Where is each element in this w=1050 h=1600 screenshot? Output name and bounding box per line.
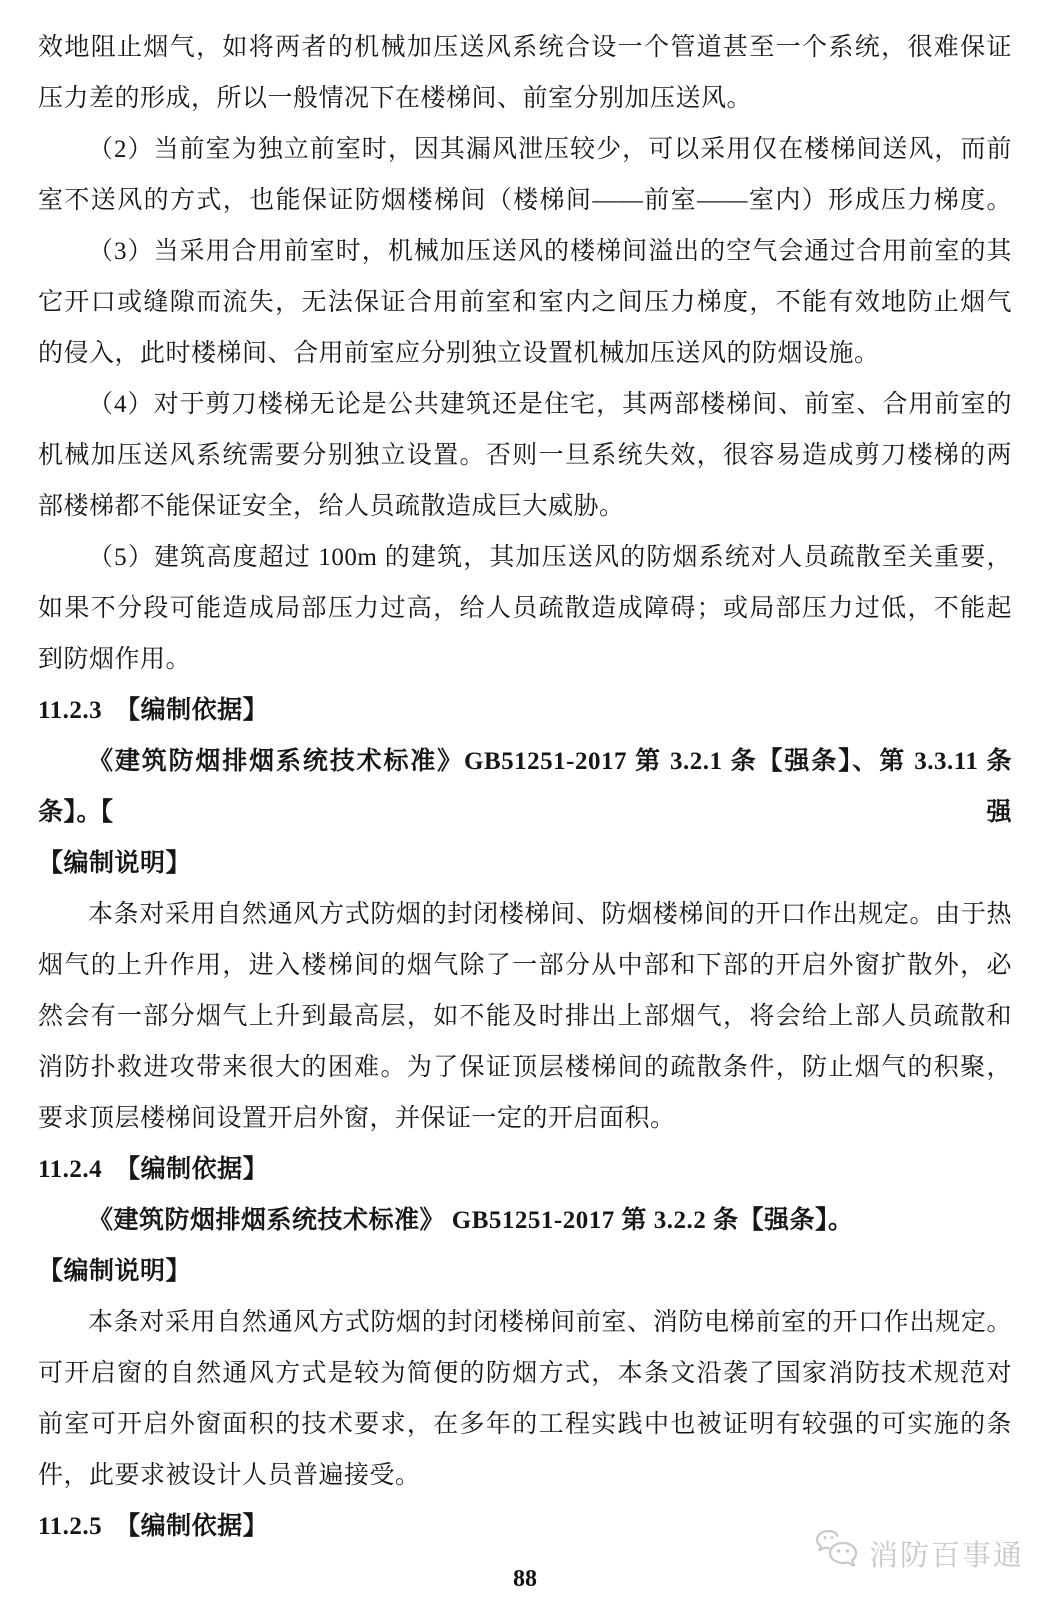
body-line: 压力差的形成，所以一般情况下在楼梯间、前室分别加压送风。 xyxy=(38,85,753,112)
heading-line: 11.2.5 【编制依据】 xyxy=(38,1513,269,1540)
watermark-label: 消防百事通 xyxy=(868,1539,1024,1572)
body-line: 消防扑救进攻带来很大的困难。为了保证顶层楼梯间的疏散条件，防止烟气的积聚， xyxy=(38,1054,1012,1081)
reference-line: 条】。 xyxy=(38,799,103,826)
body-line: 要求顶层楼梯间设置开启外窗，并保证一定的开启面积。 xyxy=(38,1105,676,1132)
body-line: 本条对采用自然通风方式防烟的封闭楼梯间、防烟楼梯间的开口作出规定。由于热 xyxy=(88,901,1012,928)
body-line: 然会有一部分烟气上升到最高层，如不能及时排出上部烟气，将会给上部人员疏散和 xyxy=(38,1003,1012,1030)
heading-line: 【编制说明】 xyxy=(38,1258,192,1285)
body-line: （4）对于剪刀楼梯无论是公共建筑还是住宅，其两部楼梯间、前室、合用前室的 xyxy=(88,391,1012,418)
body-line: 本条对采用自然通风方式防烟的封闭楼梯间前室、消防电梯前室的开口作出规定。 xyxy=(88,1309,1012,1336)
body-line: 部楼梯都不能保证安全，给人员疏散造成巨大威胁。 xyxy=(38,493,625,520)
body-line: 机械加压送风系统需要分别独立设置。否则一旦系统失效，很容易造成剪刀楼梯的两 xyxy=(38,442,1012,469)
body-line: （2）当前室为独立前室时，因其漏风泄压较少，可以采用仅在楼梯间送风，而前 xyxy=(88,136,1012,163)
heading-line: 11.2.3 【编制依据】 xyxy=(38,697,269,724)
body-line: 如果不分段可能造成局部压力过高，给人员疏散造成障碍；或局部压力过低，不能起 xyxy=(38,595,1012,622)
body-line: 室不送风的方式，也能保证防烟楼梯间（楼梯间——前室——室内）形成压力梯度。 xyxy=(38,187,1012,214)
page-number: 88 xyxy=(513,1566,537,1592)
body-line: （5）建筑高度超过 100m 的建筑，其加压送风的防烟系统对人员疏散至关重要， xyxy=(88,544,1012,571)
body-line: 可开启窗的自然通风方式是较为简便的防烟方式，本条文沿袭了国家消防技术规范对 xyxy=(38,1360,1012,1387)
heading-line: 【编制说明】 xyxy=(38,850,192,877)
body-line: 它开口或缝隙而流失，无法保证合用前室和室内之间压力梯度，不能有效地防止烟气 xyxy=(38,289,1012,316)
heading-line: 11.2.4 【编制依据】 xyxy=(38,1156,269,1183)
body-line: 前室可开启外窗面积的技术要求，在多年的工程实践中也被证明有较强的可实施的条 xyxy=(38,1411,1012,1438)
body-line: 到防烟作用。 xyxy=(38,646,192,673)
document-lines xyxy=(38,22,1012,1552)
body-line: （3）当采用合用前室时，机械加压送风的楼梯间溢出的空气会通过合用前室的其 xyxy=(88,238,1012,265)
body-line: 效地阻止烟气，如将两者的机械加压送风系统合设一个管道甚至一个系统，很难保证 xyxy=(38,34,1012,61)
reference-line: 《建筑防烟排烟系统技术标准》GB51251-2017 第 3.2.1 条【强条】、第 3.3.11 条【强 xyxy=(88,748,1012,826)
body-line: 件，此要求被设计人员普遍接受。 xyxy=(38,1462,421,1489)
reference-line: 《建筑防烟排烟系统技术标准》 GB51251-2017 第 3.2.2 条【强条】。 xyxy=(88,1207,854,1234)
body-line: 的侵入，此时楼梯间、合用前室应分别独立设置机械加压送风的防烟设施。 xyxy=(38,340,880,367)
body-line: 烟气的上升作用，进入楼梯间的烟气除了一部分从中部和下部的开启外窗扩散外，必 xyxy=(38,952,1012,979)
